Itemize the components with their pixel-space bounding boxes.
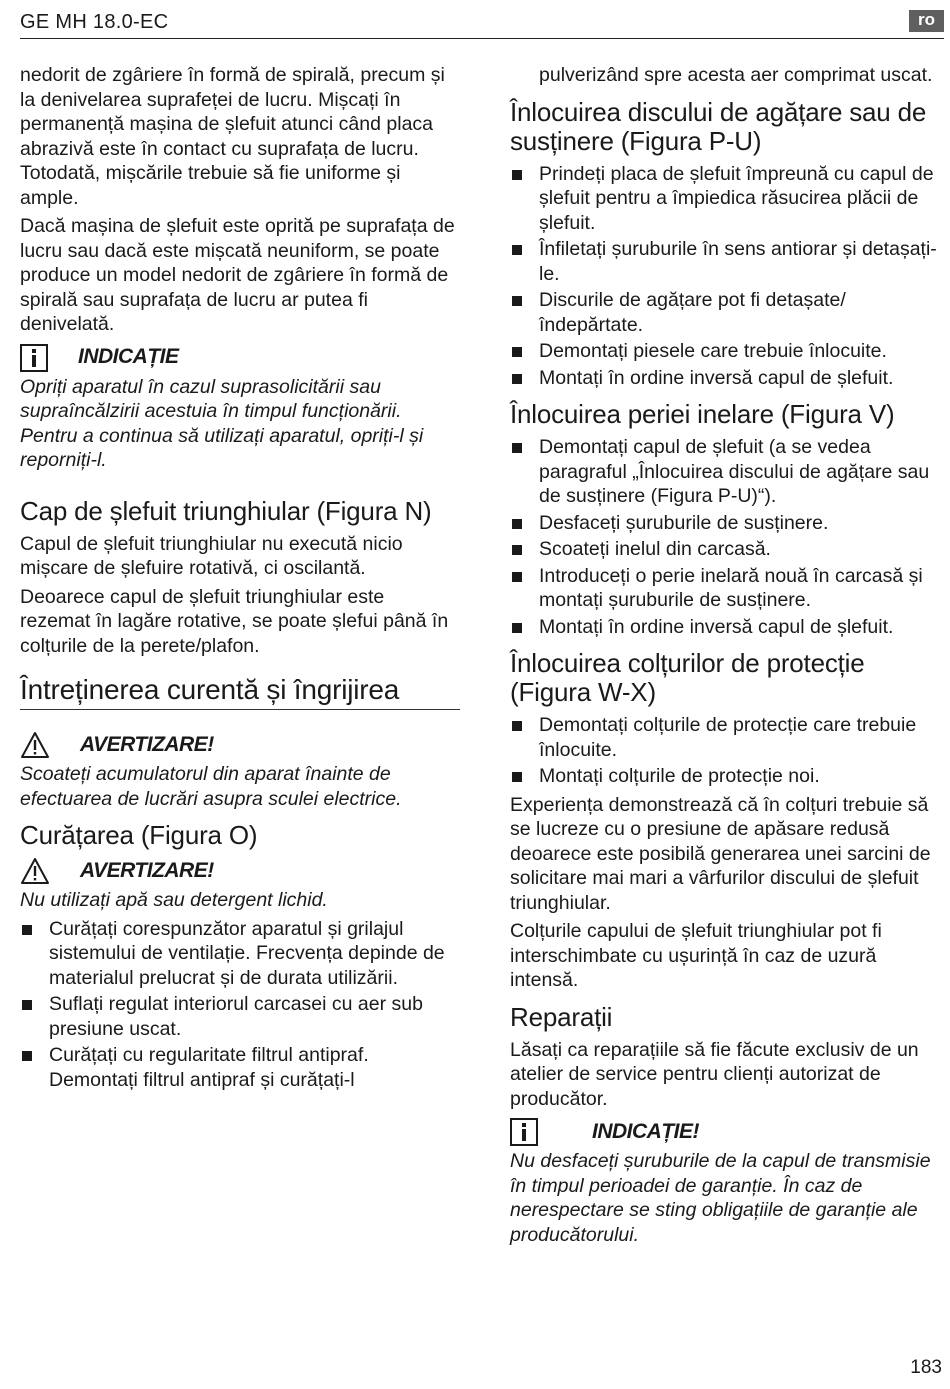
warning-triangle-icon <box>20 857 50 885</box>
list-item: Scoateți inelul din carcasă. <box>510 537 942 562</box>
paragraph: pulverizând spre acesta aer comprimat uscat. <box>539 64 933 86</box>
left-column <box>20 63 460 1096</box>
notice-label <box>510 1117 942 1147</box>
page-number: 183 <box>910 1357 942 1378</box>
bullet-icon <box>512 296 522 306</box>
notice-text: Pentru a continua să utilizați aparatul, opriți-l și reporniți-l. <box>20 424 424 471</box>
warning-label <box>20 730 460 760</box>
paragraph: Colțurile capului de șlefuit triunghiular pot fi interschimbate cu ușurință în caz de uzură intensă. <box>510 920 882 991</box>
page-header <box>20 8 944 39</box>
warning-text: Scoateți acumulatorul din aparat înainte de efectuarea de lucrări asupra sculei electrice. <box>20 763 402 810</box>
list-item: Curățați corespunzător aparatul și grilajul sistemului de ventilație. Frecvența depinde de materialul prelucrat și de durata utilizării. <box>20 917 460 991</box>
list-item: Discurile de agățare pot fi detașate/ îndepărtate. <box>510 288 942 337</box>
notice-title: INDICAȚIE! <box>592 1119 699 1143</box>
bullet-list <box>510 435 942 639</box>
list-item: Demontați piesele care trebuie înlocuite. <box>510 339 942 364</box>
info-icon <box>510 1118 538 1146</box>
bullet-list <box>20 917 460 1093</box>
list-item: Prindeți placa de șlefuit împreună cu capul de șlefuit pentru a împiedica răsucirea plăcii de șlefuit. <box>510 162 942 236</box>
list-item: Demontați capul de șlefuit (a se vedea paragraful „Înlocuirea discului de agățare sau de susținere (Figura P-U)“). <box>510 435 942 509</box>
bullet-icon <box>512 519 522 529</box>
bullet-icon <box>512 572 522 582</box>
notice-title: INDICAȚIE <box>78 345 179 369</box>
info-icon <box>20 344 48 372</box>
warning-title: AVERTIZARE! <box>80 732 214 756</box>
bullet-icon <box>22 1051 32 1061</box>
bullet-icon <box>512 545 522 555</box>
list-item: Montați colțurile de protecție noi. <box>510 764 942 789</box>
warning-title: AVERTIZARE! <box>80 858 214 882</box>
warning-box <box>20 730 460 811</box>
bullet-icon <box>512 772 522 782</box>
bullet-icon <box>512 623 522 633</box>
bullet-icon <box>512 721 522 731</box>
bullet-list <box>510 162 942 391</box>
list-item: Curățați cu regularitate filtrul antipraf. Demontați filtrul antipraf și curățați-l <box>20 1043 460 1092</box>
list-item: Desfaceți șuruburile de susținere. <box>510 511 942 536</box>
section-heading: Reparații <box>510 1001 613 1032</box>
warning-triangle-icon <box>20 731 50 759</box>
language-badge: ro <box>909 10 944 32</box>
notice-label <box>20 343 460 373</box>
list-item: Suflați regulat interiorul carcasei cu aer sub presiune uscat. <box>20 992 460 1041</box>
list-item: Montați în ordine inversă capul de șlefuit. <box>510 615 942 640</box>
section-heading: Întreținerea curentă și îngrijirea <box>20 674 460 710</box>
bullet-icon <box>512 245 522 255</box>
section-heading: Înlocuirea colțurilor de protecție (Figura W-X) <box>510 648 865 707</box>
section-heading: Înlocuirea discului de agățare sau de susținere (Figura P-U) <box>510 96 927 156</box>
bullet-icon <box>512 347 522 357</box>
bullet-icon <box>22 1000 32 1010</box>
bullet-icon <box>512 443 522 453</box>
model-name: GE MH 18.0-EC <box>20 11 169 33</box>
paragraph: nedorit de zgâriere în formă de spirală, precum și la denivelarea suprafeței de lucru. Mișcați în permanență mașina de șlefuit atunci când placa abrazivă este în contact cu suprafața de lucru. Totodată, mișcările trebuie să fie uniforme și ample. <box>20 64 445 209</box>
right-column <box>510 63 942 1251</box>
notice-box <box>510 1117 942 1247</box>
list-item: Înfiletați șuruburile în sens antiorar și detașați-le. <box>510 237 942 286</box>
bullet-list <box>510 713 942 789</box>
notice-text: Opriți aparatul în cazul suprasolicitării sau supraîncălzirii acestuia în timpul funcționării. <box>20 375 402 422</box>
list-item: Montați în ordine inversă capul de șlefuit. <box>510 366 942 391</box>
bullet-icon <box>22 925 32 935</box>
warning-text: Nu utilizați apă sau detergent lichid. <box>20 889 328 911</box>
paragraph: Dacă mașina de șlefuit este oprită pe suprafața de lucru sau dacă este mișcată neuniform, se poate produce un model nedorit de zgâriere în formă de spirală sau suprafața de lucru ar putea fi denivelată. <box>20 215 455 335</box>
section-heading: Curățarea (Figura O) <box>20 820 258 850</box>
paragraph: Experiența demonstrează că în colțuri trebuie să se lucreze cu o presiune de apăsare redusă deoarece este posibilă generarea unei sarcini de solicitare mai mari a vârfurilor discului de șlefuit triunghiular. <box>510 793 931 914</box>
list-item: Introduceți o perie inelară nouă în carcasă și montați șuruburile de susținere. <box>510 564 942 613</box>
warning-box <box>20 856 460 913</box>
bullet-icon <box>512 374 522 384</box>
paragraph: Capul de șlefuit triunghiular nu execută nicio mișcare de șlefuire rotativă, ci oscilantă. <box>20 532 403 579</box>
list-item: Demontați colțurile de protecție care trebuie înlocuite. <box>510 713 942 762</box>
section-heading: Cap de șlefuit triunghiular (Figura N) <box>20 495 432 526</box>
notice-box <box>20 343 460 473</box>
section-heading: Înlocuirea periei inelare (Figura V) <box>510 399 895 429</box>
bullet-icon <box>512 170 522 180</box>
paragraph: Deoarece capul de șlefuit triunghiular este rezemat în lagăre rotative, se poate șlefui până în colțurile de la perete/plafon. <box>20 585 449 657</box>
paragraph: Lăsați ca reparațiile să fie făcute exclusiv de un atelier de service pentru clienți autorizat de producător. <box>510 1038 919 1110</box>
notice-text: Nu desfaceți șuruburile de la capul de transmisie în timpul perioadei de garanție. În caz de nerespectare se sting obligațiile de garanție ale producătorului. <box>510 1150 931 1246</box>
warning-label <box>20 856 460 886</box>
